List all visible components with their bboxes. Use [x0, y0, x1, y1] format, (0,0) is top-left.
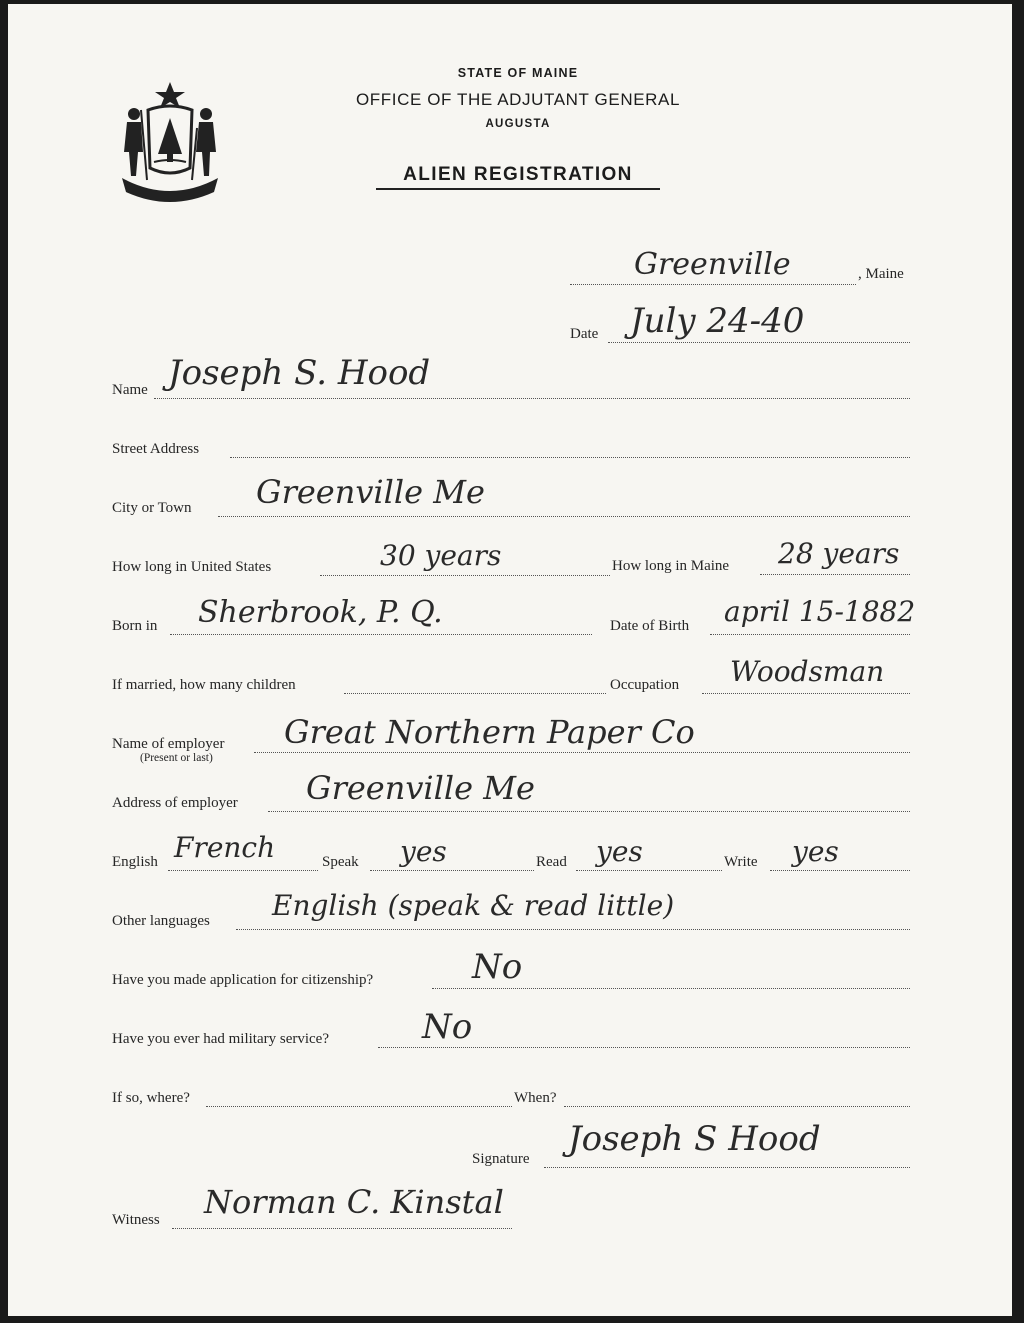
name-value: Joseph S. Hood: [168, 353, 431, 393]
children-line: [344, 693, 606, 694]
date-value: July 24-40: [630, 301, 805, 341]
english-line: [168, 870, 318, 871]
where-label: If so, where?: [112, 1090, 190, 1106]
registration-form: [8, 4, 1012, 1316]
when-label: When?: [514, 1090, 557, 1106]
born-in-label: Born in: [112, 618, 158, 634]
how-long-maine-line: [760, 574, 910, 575]
speak-line: [370, 870, 534, 871]
employer-line: [254, 752, 910, 753]
employer-value: Great Northern Paper Co: [284, 713, 695, 751]
form-title: ALIEN REGISTRATION: [376, 164, 660, 190]
town-value: Greenville: [634, 247, 791, 282]
date-of-birth-line: [710, 634, 910, 635]
other-languages-label: Other languages: [112, 913, 210, 929]
city-heading: AUGUSTA: [485, 118, 551, 130]
military-line: [378, 1047, 910, 1048]
read-line: [576, 870, 722, 871]
witness-line: [172, 1228, 512, 1229]
how-long-us-value: 30 years: [380, 539, 502, 572]
other-languages-line: [236, 929, 910, 930]
speak-value: yes: [400, 835, 447, 868]
read-value: yes: [596, 835, 643, 868]
born-in-value: Sherbrook, P. Q.: [198, 595, 443, 630]
signature-label: Signature: [472, 1151, 530, 1167]
witness-label: Witness: [112, 1212, 160, 1228]
street-address-line: [230, 457, 910, 458]
military-label: Have you ever had military service?: [112, 1031, 329, 1047]
employer-address-value: Greenville Me: [306, 769, 535, 807]
date-line: [608, 342, 910, 343]
office-heading: OFFICE OF THE ADJUTANT GENERAL: [355, 90, 681, 109]
employer-label: Name of employer: [112, 736, 225, 752]
citizenship-label: Have you made application for citizenship?: [112, 972, 374, 988]
name-label: Name: [112, 382, 148, 398]
other-languages-value: English (speak & read little): [272, 889, 675, 922]
when-line: [564, 1106, 910, 1107]
town-line: [570, 284, 856, 285]
citizenship-line: [432, 988, 910, 989]
date-of-birth-value: april 15-1882: [724, 595, 916, 628]
speak-label: Speak: [322, 854, 359, 870]
citizenship-value: No: [472, 947, 523, 987]
occupation-value: Woodsman: [730, 655, 885, 688]
english-value: French: [174, 831, 276, 864]
how-long-maine-label: How long in Maine: [612, 558, 730, 574]
write-value: yes: [792, 835, 839, 868]
city-value: Greenville Me: [256, 473, 485, 511]
maine-label: , Maine: [858, 266, 904, 282]
employer-sublabel: (Present or last): [140, 752, 213, 764]
employer-address-line: [268, 811, 910, 812]
children-label: If married, how many children: [112, 677, 296, 693]
city-line: [218, 516, 910, 517]
name-line: [154, 398, 910, 399]
write-label: Write: [724, 854, 758, 870]
where-line: [206, 1106, 512, 1107]
write-line: [770, 870, 910, 871]
state-heading: STATE OF MAINE: [457, 66, 579, 80]
witness-value: Norman C. Kinstal: [204, 1183, 504, 1221]
signature-line: [544, 1167, 910, 1168]
how-long-maine-value: 28 years: [778, 537, 900, 570]
street-address-label: Street Address: [112, 441, 200, 457]
military-value: No: [422, 1007, 473, 1047]
occupation-line: [702, 693, 910, 694]
read-label: Read: [536, 854, 567, 870]
state-seal-icon: [114, 80, 226, 206]
born-in-line: [170, 634, 592, 635]
occupation-label: Occupation: [610, 677, 680, 693]
date-of-birth-label: Date of Birth: [610, 618, 690, 634]
date-label: Date: [570, 326, 599, 342]
english-label: English: [112, 854, 158, 870]
how-long-us-label: How long in United States: [112, 559, 272, 575]
city-label: City or Town: [112, 500, 192, 516]
signature-value: Joseph S Hood: [568, 1119, 821, 1159]
employer-address-label: Address of employer: [112, 795, 238, 811]
how-long-us-line: [320, 575, 610, 576]
